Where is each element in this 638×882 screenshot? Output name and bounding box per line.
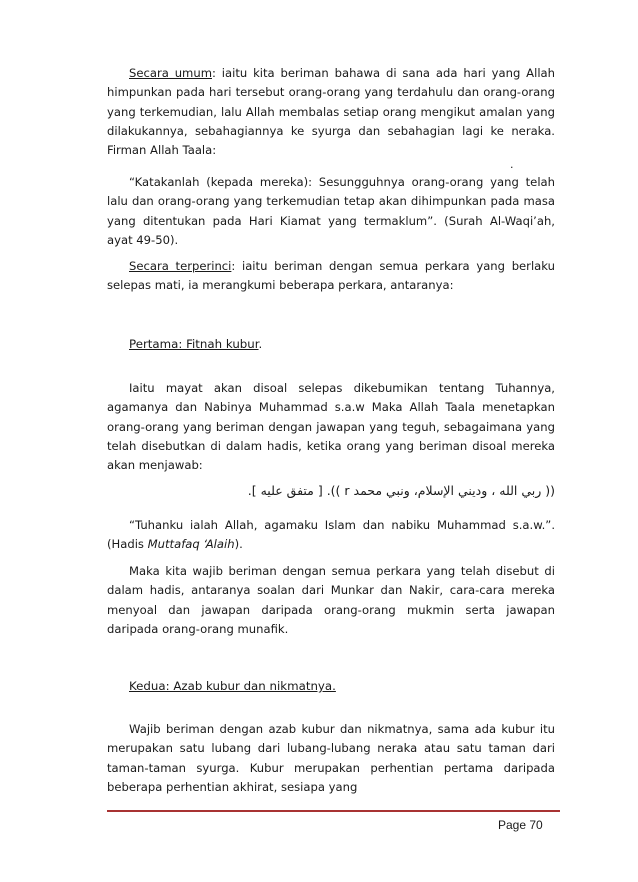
paragraph-hadith-translation <box>107 516 555 555</box>
heading-azab-kubur <box>129 677 336 696</box>
heading-label: Kedua: Azab kubur dan nikmatnya. <box>129 679 336 693</box>
paragraph-disoal <box>107 379 555 475</box>
term-secara-umum: Secara umum <box>129 66 212 80</box>
paragraph-text: “Katakanlah (kepada mereka): Sesungguhnya orang-orang yang telah lalu dan orang-orang yang terkemudian tetap akan dihimpunkan pada masa yang ditentukan pada Hari Kiamat yang termaklum”. (Surah Al-Waqi’ah, ayat 49-50). <box>107 175 555 247</box>
arabic-hadith: (( ربي الله ، وديني الإسلام، ونبي محمد r )). [ متفق عليه ]. <box>247 483 555 498</box>
paragraph-text: : iaitu beriman dengan semua perkara yang berlaku selepas mati, ia merangkumi beberapa perkara, antaranya: <box>107 259 555 293</box>
paragraph-quran-translation <box>107 173 555 250</box>
heading-fitnah-kubur <box>129 335 262 354</box>
paragraph-wajib-beriman <box>107 562 555 639</box>
paragraph-end: ). <box>234 537 243 552</box>
heading-label: Pertama: Fitnah kubur <box>129 337 259 351</box>
paragraph-text: : iaitu kita beriman bahawa di sana ada hari yang Allah himpunkan pada hari tersebut orang-orang yang terdahulu dan orang-orang yang terkemudian, lalu Allah membalas setiap orang mengikut amalan yang dilakukannya, sebahagiannya ke syurga dan sebahagian lagi ke neraka. Firman Allah Taala: <box>107 66 556 158</box>
term-secara-terperinci: Secara terperinci <box>129 259 232 273</box>
paragraph-secara-umum <box>107 64 555 160</box>
footer-divider <box>107 810 560 812</box>
paragraph-secara-terperinci <box>107 257 555 296</box>
page-number: Page 70 <box>498 818 543 832</box>
paragraph-text: Maka kita wajib beriman dengan semua perkara yang telah disebut di dalam hadis, antaranya soalan dari Munkar dan Nakir, cara-cara mereka menyoal dan jawapan daripada orang-orang mukmin serta jawapan daripada orang-orang munafik. <box>107 564 555 636</box>
heading-suffix: . <box>258 337 263 351</box>
hadith-source-italic: Muttafaq ‘Alaih <box>147 537 235 552</box>
stray-dot: . <box>510 158 514 171</box>
paragraph-text: Wajib beriman dengan azab kubur dan nikmatnya, sama ada kubur itu merupakan satu lubang dari lubang-lubang neraka atau satu taman dari taman-taman syurga. Kubur merupakan perhentian pertama daripada beberapa perhentian akhirat, sesiapa yang <box>107 722 555 794</box>
paragraph-text: “Tuhanku ialah Allah, agamaku Islam dan nabiku Muhammad s.a.w.”. (Hadis <box>107 518 555 552</box>
paragraph-azab-kubur <box>107 720 555 797</box>
paragraph-text: Iaitu mayat akan disoal selepas dikebumikan tentang Tuhannya, agamanya dan Nabinya Muhammad s.a.w Maka Allah Taala menetapkan orang-orang yang beriman dengan jawapan yang teguh, sebagaimana yang telah disebutkan di dalam hadis, ketika orang yang beriman disoal mereka akan menjawab: <box>107 381 555 473</box>
